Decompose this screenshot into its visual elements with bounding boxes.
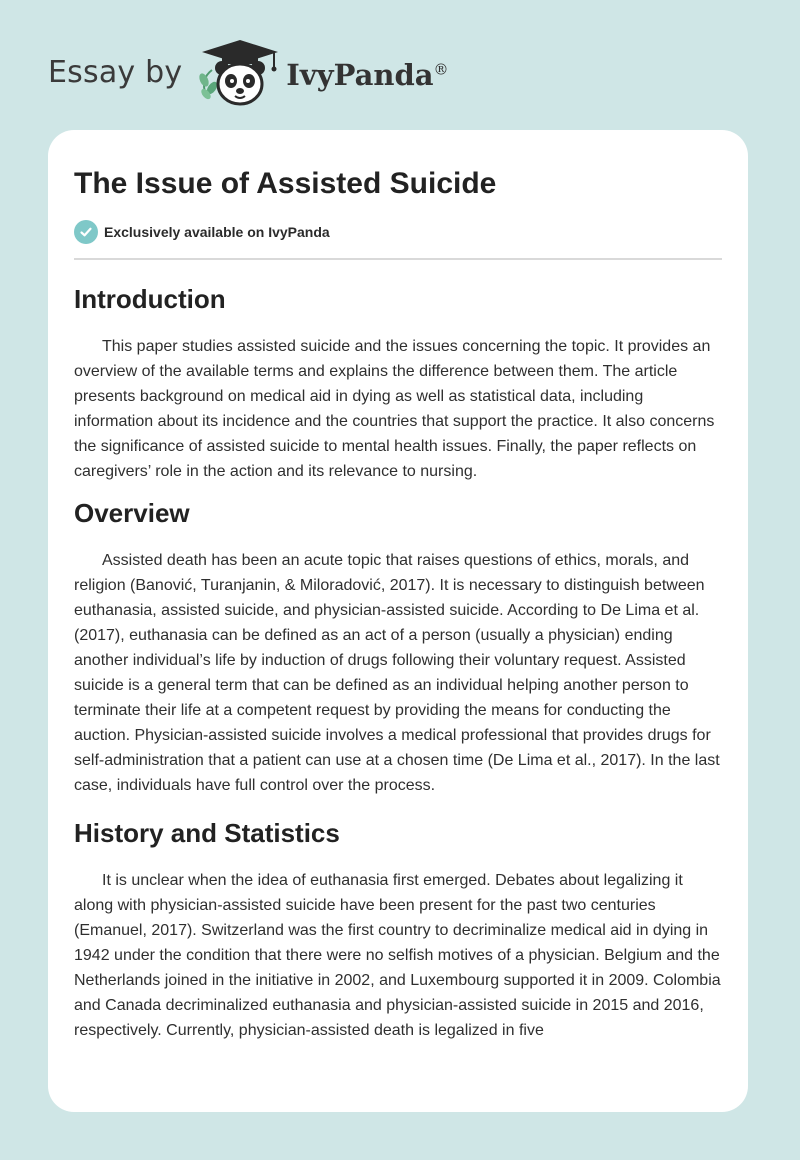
section-history-and-statistics xyxy=(74,816,722,1043)
section-paragraph: This paper studies assisted suicide and the issues concerning the topic. It provides an overview of the available terms and explains the difference between them. The article presents background on medical aid in dying as well as statistical data, including information about its incidence and the countries that support the practice. It also concerns the significance of assisted suicide to mental health issues. Finally, the paper reflects on caregivers’ role in the action and its relevance to nursing. xyxy=(74,338,715,480)
section-heading: Overview xyxy=(74,498,190,528)
page-title: The Issue of Assisted Suicide xyxy=(74,167,497,200)
check-circle-icon xyxy=(74,220,98,244)
section-overview xyxy=(74,496,722,798)
section-heading: History and Statistics xyxy=(74,818,340,848)
section-paragraph: Assisted death has been an acute topic that raises questions of ethics, morals, and religion (Banović, Turanjanin, & Miloradović, 2017). It is necessary to distinguish between euthanasia, assisted suicide, and physician-assisted suicide. According to De Lima et al. (2017), euthanasia can be defined as an act of a person (usually a physician) ending another individual’s life by induction of drugs following their voluntary request. Assisted suicide is a general term that can be defined as an individual helping another person to terminate their life at a competent request by providing the means for conducting the auction. Physician-assisted suicide involves a medical professional that provides drugs for self-administration that a patient can use at a chosen time (De Lima et al., 2017). In the last case, individuals have full control over the process. xyxy=(74,552,720,794)
divider xyxy=(74,258,722,260)
exclusive-badge xyxy=(74,220,722,244)
section-introduction xyxy=(74,282,722,484)
brand-name: IvyPanda® xyxy=(286,58,449,92)
badge-text: Exclusively available on IvyPanda xyxy=(104,224,330,240)
section-paragraph: It is unclear when the idea of euthanasia first emerged. Debates about legalizing it along with physician-assisted suicide have been present for the past two centuries (Emanuel, 2017). Switzerland was the first country to decriminalize medical aid in dying in 1942 under the condition that there were no selfish motives of a physician. Belgium and the Netherlands joined in the initiative in 2002, and Luxembourg supported it in 2009. Colombia and Canada decriminalized euthanasia and physician-assisted suicide in 2015 and 2016, respectively. Currently, physician-assisted death is legalized in five xyxy=(74,872,721,1039)
panda-graduation-cap-icon xyxy=(192,36,284,108)
brand-prefix: Essay by xyxy=(48,54,183,90)
section-heading: Introduction xyxy=(74,284,226,314)
essay-card xyxy=(48,130,748,1112)
brand-header xyxy=(48,36,449,108)
